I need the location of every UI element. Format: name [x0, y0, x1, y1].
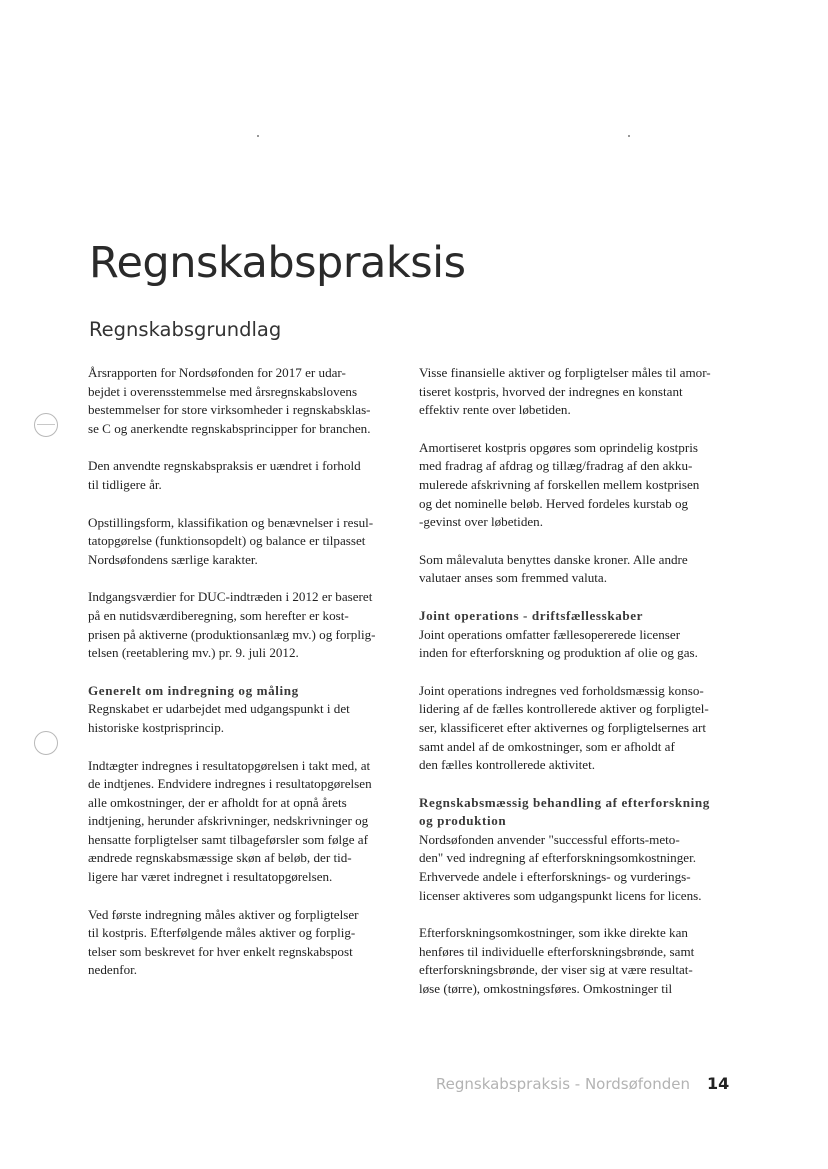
text-line: Amortiseret kostpris opgøres som oprindelig kostpris — [419, 439, 698, 455]
paragraph — [88, 588, 400, 662]
text-line: Årsrapporten for Nordsøfonden for 2017 er udar- — [88, 365, 346, 380]
text-line: tatopgørelse (funktionsopdelt) og balance er tilpasset — [88, 533, 366, 549]
text-line: bestemmelser for store virksomheder i regnskabsklas- — [88, 402, 371, 418]
text-line: valutaer anses som fremmed valuta. — [419, 570, 607, 586]
text-line: Nordsøfondens særlige karakter. — [88, 551, 258, 567]
text-line: indtjening, herunder afskrivninger, nedskrivninger og — [88, 813, 369, 829]
paragraph — [88, 457, 400, 494]
text-line: ændrede regnskabsmæssige skøn af beløb, der tid- — [88, 850, 352, 866]
text-line: Opstillingsform, klassifikation og benævnelser i resul- — [88, 514, 374, 530]
text-line: og det nominelle beløb. Herved fordeles kurstab og — [419, 495, 689, 511]
text-line: Ved første indregning måles aktiver og forpligtelser — [88, 906, 359, 922]
footer-text: Regnskabspraksis - Nordsøfonden — [435, 1075, 690, 1093]
scan-dot — [257, 135, 259, 137]
paragraph — [419, 607, 731, 663]
right-text-column — [419, 364, 731, 1018]
page-title: Regnskabspraksis — [89, 238, 466, 288]
text-line: Erhvervede andele i efterforsknings- og vurderings- — [419, 869, 691, 885]
left-text-column — [88, 364, 400, 999]
text-line: tiseret kostpris, hvorved der indregnes en konstant — [419, 383, 683, 399]
paragraph — [88, 364, 400, 438]
paragraph-heading: Joint operations - driftsfællesskaber — [419, 607, 644, 623]
text-line: historiske kostprisprincip. — [88, 719, 225, 735]
text-line: den" ved indregning af efterforskningsomkostninger. — [419, 850, 696, 866]
text-line: med fradrag af afdrag og tillæg/fradrag af den akku- — [419, 458, 693, 474]
text-line: samt andel af de omkostninger, som er afholdt af — [419, 738, 675, 754]
text-line: Joint operations omfatter fællesopererede licenser — [419, 626, 681, 642]
text-line: ligere har været indregnet i resultatopgørelsen. — [88, 869, 333, 885]
paragraph — [419, 439, 731, 532]
text-line: til tidligere år. — [88, 476, 162, 492]
section-subtitle: Regnskabsgrundlag — [89, 318, 282, 341]
text-line: Som målevaluta benyttes danske kroner. Alle andre — [419, 551, 688, 567]
text-line: telser som beskrevet for hver enkelt regnskabspost — [88, 943, 353, 959]
text-line: ser, klassificeret efter aktivernes og forpligtelsernes art — [419, 719, 707, 735]
text-line: inden for efterforskning og produktion af olie og gas. — [419, 645, 698, 661]
text-line: licenser aktiveres som udgangspunkt licens for licens. — [419, 887, 702, 903]
paragraph — [88, 906, 400, 980]
text-line: hensatte forpligtelser samt tilbageførsler som følge af — [88, 831, 368, 847]
text-line: Indgangsværdier for DUC-indtræden i 2012 er baseret — [88, 589, 373, 605]
text-line: Visse finansielle aktiver og forpligtelser måles til amor- — [419, 365, 711, 380]
text-line: henføres til individuelle efterforskningsbrønde, samt — [419, 943, 695, 959]
text-line: bejdet i overensstemmelse med årsregnskabslovens — [88, 383, 358, 399]
punch-hole — [34, 413, 58, 437]
paragraph — [88, 514, 400, 570]
text-line: til kostpris. Efterfølgende måles aktiver og forplig- — [88, 925, 356, 941]
text-line: Nordsøfonden anvender "successful efforts-meto- — [419, 831, 680, 847]
paragraph — [419, 364, 731, 420]
paragraph — [419, 794, 731, 906]
paragraph — [419, 551, 731, 588]
text-line: den fælles kontrollerede aktivitet. — [419, 757, 595, 773]
page-number: 14 — [707, 1074, 730, 1093]
text-line: efterforskningsbrønde, der viser sig at være resultat- — [419, 962, 693, 978]
text-line: telsen (reetablering mv.) pr. 9. juli 2012. — [88, 645, 299, 661]
text-line: løse (tørre), omkostningsføres. Omkostninger til — [419, 981, 673, 997]
text-line: nedenfor. — [88, 962, 138, 978]
text-line: alle omkostninger, der er afholdt for at opnå årets — [88, 794, 347, 810]
text-line: se C og anerkendte regnskabsprincipper for branchen. — [88, 420, 371, 436]
scan-dot — [628, 135, 630, 137]
paragraph — [419, 682, 731, 775]
paragraph-heading: Regnskabsmæssig behandling af efterforskning — [419, 794, 710, 810]
paragraph — [88, 682, 400, 738]
text-line: Efterforskningsomkostninger, som ikke direkte kan — [419, 925, 688, 941]
text-line: -gevinst over løbetiden. — [419, 514, 543, 530]
text-line: mulerede afskrivning af forskellen mellem kostprisen — [419, 476, 700, 492]
text-line: lidering af de fælles kontrollerede aktiver og forpligtel- — [419, 701, 709, 717]
paragraph-heading: og produktion — [419, 813, 507, 829]
paragraph — [419, 924, 731, 998]
paragraph-heading: Generelt om indregning og måling — [88, 682, 299, 698]
text-line: Indtægter indregnes i resultatopgørelsen i takt med, at — [88, 757, 371, 773]
text-line: de indtjenes. Endvidere indregnes i resultatopgørelsen — [88, 776, 372, 792]
text-line: Den anvendte regnskabspraksis er uændret i forhold — [88, 458, 361, 474]
paragraph — [88, 757, 400, 887]
text-line: på en nutidsværdiberegning, som herefter er kost- — [88, 607, 349, 623]
text-line: prisen på aktiverne (produktionsanlæg mv.) og forplig- — [88, 626, 376, 642]
text-line: Regnskabet er udarbejdet med udgangspunkt i det — [88, 701, 350, 717]
text-line: effektiv rente over løbetiden. — [419, 402, 571, 418]
text-line: Joint operations indregnes ved forholdsmæssig konso- — [419, 682, 704, 698]
punch-hole — [34, 731, 58, 755]
